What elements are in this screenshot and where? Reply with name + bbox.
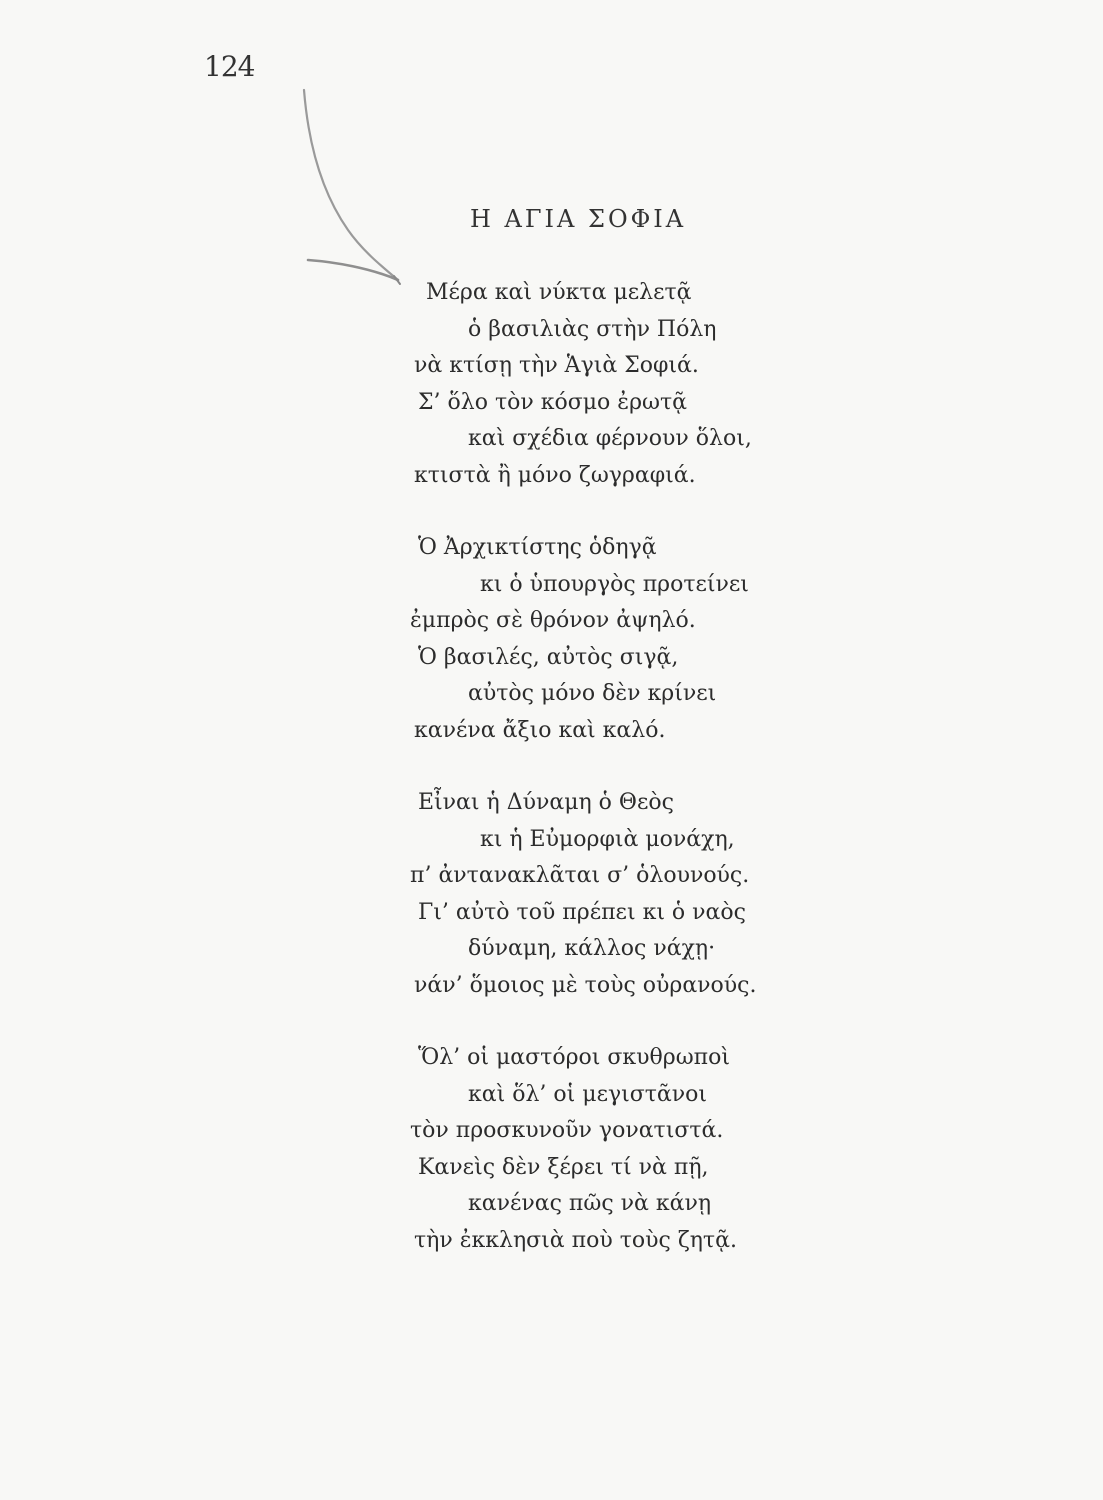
- stanza: [410, 1040, 830, 1259]
- poem-line: καὶ ὅλ’ οἱ μεγιστᾶνοι: [468, 1081, 708, 1107]
- poem-title: Η ΑΓΙΑ ΣΟΦΙΑ: [470, 205, 687, 233]
- poem-line: Σ’ ὅλο τὸν κόσμο ἐρωτᾷ: [418, 389, 688, 415]
- poem-line: τὴν ἐκκλησιὰ ποὺ τοὺς ζητᾷ.: [414, 1227, 737, 1253]
- pencil-check-mark: [290, 80, 410, 300]
- poem-line: Εἶναι ἡ Δύναμη ὁ Θεὸς: [418, 790, 674, 815]
- poem-line: Ὁ Ἀρχικτίστης ὁδηγᾷ: [418, 535, 657, 560]
- poem-line: κανένας πῶς νὰ κάνῃ: [468, 1191, 712, 1216]
- poem-line: ἐμπρὸς σὲ θρόνον ἀψηλό.: [410, 608, 696, 633]
- poem-line: κι ὁ ὑπουργὸς προτείνει: [480, 571, 749, 597]
- poem-line: Ὅλ’ οἱ μαστόροι σκυθρωποὶ: [418, 1045, 730, 1070]
- poem-body: [410, 275, 830, 1295]
- poem-line: κι ἡ Εὐμορφιὰ μονάχη,: [480, 826, 735, 852]
- poem-line: τὸν προσκυνοῦν γονατιστά.: [410, 1118, 724, 1143]
- page-number: 124: [204, 50, 255, 83]
- stanza: [410, 785, 830, 1004]
- poem-line: νὰ κτίσῃ τὴν Ἁγιὰ Σοφιά.: [414, 353, 699, 378]
- poem-line: κανένα ἄξιο καὶ καλό.: [414, 717, 666, 743]
- poem-line: Κανεὶς δὲν ξέρει τί νὰ πῇ,: [418, 1154, 709, 1180]
- stanza: [410, 530, 830, 749]
- stanza: [410, 275, 830, 494]
- poem-line: Ὁ βασιλές, αὐτὸς σιγᾷ,: [418, 644, 679, 670]
- poem-line: νάν’ ὅμοιος μὲ τοὺς οὐρανούς.: [414, 972, 757, 998]
- poem-line: κτιστὰ ἢ μόνο ζωγραφιά.: [414, 462, 696, 488]
- poem-line: Μέρα καὶ νύκτα μελετᾷ: [426, 280, 692, 305]
- poem-line: ὁ βασιλιὰς στὴν Πόλη: [468, 316, 717, 342]
- poem-line: π’ ἀντανακλᾶται σ’ ὁλουνούς.: [410, 863, 750, 888]
- poem-line: καὶ σχέδια φέρνουν ὅλοι,: [468, 426, 752, 451]
- poem-line: Γι’ αὐτὸ τοῦ πρέπει κι ὁ ναὸς: [418, 899, 746, 925]
- poem-line: αὐτὸς μόνο δὲν κρίνει: [468, 681, 717, 706]
- poem-line: δύναμη, κάλλος νάχῃ·: [468, 936, 716, 961]
